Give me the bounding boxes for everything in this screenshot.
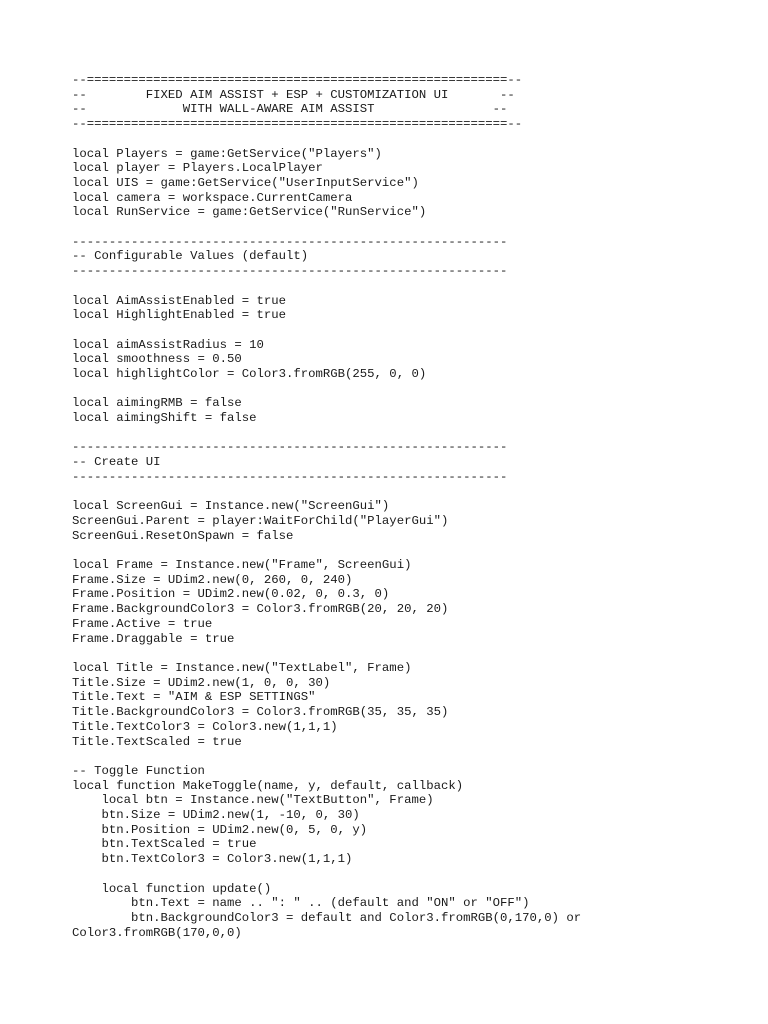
code-line: [72, 646, 732, 661]
code-line: Frame.BackgroundColor3 = Color3.fromRGB(20, 20, 20): [72, 602, 449, 617]
code-line: --=========================================================--: [72, 73, 523, 87]
code-line: btn.Text = name .. ": " .. (default and "ON" or "OFF"): [72, 896, 530, 911]
code-line: -- Toggle Function: [72, 763, 205, 778]
code-line: local highlightColor = Color3.fromRGB(255, 0, 0): [72, 367, 427, 381]
code-line: ScreenGui.Parent = player:WaitForChild("PlayerGui"): [72, 513, 449, 528]
code-line: [72, 426, 732, 441]
code-line: -- Create UI: [72, 455, 161, 470]
code-block: [72, 73, 732, 940]
code-line: [72, 382, 732, 397]
code-line: btn.TextColor3 = Color3.new(1,1,1): [72, 852, 353, 867]
code-line: btn.Position = UDim2.new(0, 5, 0, y): [72, 822, 368, 837]
code-line: local camera = workspace.CurrentCamera: [72, 190, 353, 205]
code-line: Title.Text = "AIM & ESP SETTINGS": [72, 690, 316, 705]
code-line: [72, 323, 732, 338]
code-line: -----------------------------------------------------------: [72, 469, 508, 484]
code-line: Title.Size = UDim2.new(1, 0, 0, 30): [72, 675, 331, 690]
code-line: local Frame = Instance.new("Frame", ScreenGui): [72, 558, 412, 573]
code-line: -- Configurable Values (default): [72, 249, 309, 264]
code-line: local aimAssistRadius = 10: [72, 337, 264, 352]
code-line: local Title = Instance.new("TextLabel", Frame): [72, 660, 412, 675]
code-line: local ScreenGui = Instance.new("ScreenGui"): [72, 499, 390, 514]
code-line: [72, 867, 732, 882]
code-line: [72, 132, 732, 147]
code-line: [72, 543, 732, 558]
code-line: [72, 279, 732, 294]
code-line: local function MakeToggle(name, y, default, callback): [72, 778, 464, 793]
code-line: local Players = game:GetService("Players"): [72, 146, 382, 161]
code-line: --=========================================================--: [72, 117, 523, 132]
code-line: [72, 749, 732, 764]
code-line: local player = Players.LocalPlayer: [72, 161, 323, 176]
code-line: local function update(): [72, 881, 272, 896]
code-line: local btn = Instance.new("TextButton", Frame): [72, 793, 434, 808]
code-line: local AimAssistEnabled = true: [72, 293, 287, 308]
code-line: local smoothness = 0.50: [72, 352, 242, 367]
code-line: btn.Size = UDim2.new(1, -10, 0, 30): [72, 808, 360, 822]
code-line: Title.TextScaled = true: [72, 734, 242, 749]
code-line: -- WITH WALL-AWARE AIM ASSIST --: [72, 102, 508, 117]
code-line: local aimingRMB = false: [72, 396, 242, 411]
code-line: local UIS = game:GetService("UserInputService"): [72, 175, 419, 190]
code-line: btn.TextScaled = true: [72, 837, 257, 852]
code-line: local RunService = game:GetService("RunService"): [72, 205, 427, 220]
code-line: Frame.Draggable = true: [72, 631, 235, 646]
code-line: local HighlightEnabled = true: [72, 308, 287, 323]
code-line: Title.BackgroundColor3 = Color3.fromRGB(35, 35, 35): [72, 705, 449, 720]
code-line: local aimingShift = false: [72, 411, 257, 426]
code-line: ScreenGui.ResetOnSpawn = false: [72, 528, 294, 543]
code-line: -----------------------------------------------------------: [72, 234, 508, 249]
code-line: -----------------------------------------------------------: [72, 440, 508, 455]
code-line: Frame.Size = UDim2.new(0, 260, 0, 240): [72, 572, 353, 587]
code-line: Title.TextColor3 = Color3.new(1,1,1): [72, 719, 338, 734]
code-line: Color3.fromRGB(170,0,0): [72, 925, 242, 940]
code-line: btn.BackgroundColor3 = default and Color3.fromRGB(0,170,0) or: [72, 910, 582, 925]
code-line: [72, 220, 732, 235]
code-line: Frame.Position = UDim2.new(0.02, 0, 0.3, 0): [72, 587, 390, 602]
code-line: [72, 485, 732, 500]
code-line: -- FIXED AIM ASSIST + ESP + CUSTOMIZATION UI --: [72, 87, 515, 102]
code-line: -----------------------------------------------------------: [72, 264, 508, 279]
code-line: Frame.Active = true: [72, 616, 213, 631]
